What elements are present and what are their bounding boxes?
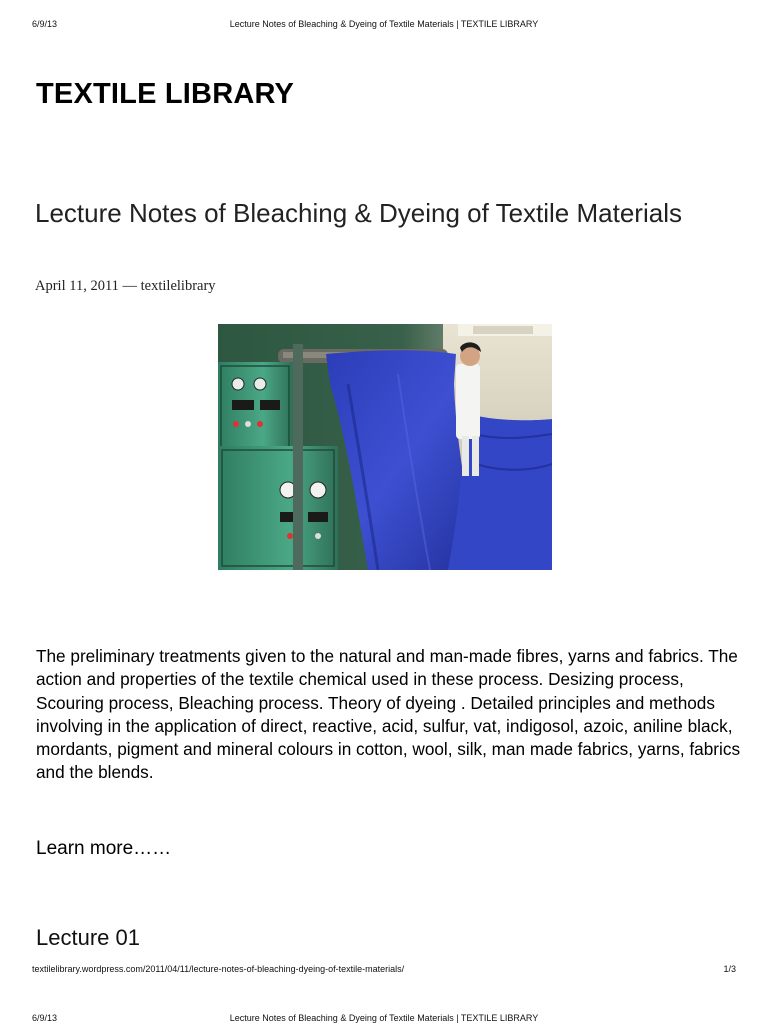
- dyeing-machine-photo: [218, 324, 552, 570]
- post-author-link[interactable]: textilelibrary: [140, 278, 216, 294]
- post-image: [218, 324, 552, 570]
- print-url: textilelibrary.wordpress.com/2011/04/11/lecture-notes-of-bleaching-dyeing-of-textile-materials/: [32, 964, 405, 974]
- post-title: Lecture Notes of Bleaching & Dyeing of Textile Materials: [35, 198, 682, 228]
- print-page-title: Lecture Notes of Bleaching & Dyeing of Textile Materials | TEXTILE LIBRARY: [229, 19, 539, 29]
- post-meta: [35, 278, 216, 295]
- post-excerpt: The preliminary treatments given to the natural and man-made fibres, yarns and fabrics. The action and properties of the textile chemical used in these process. Desizing process, Scouring process, Bleaching process. Theory of dyeing . Detailed principles and methods involving in the application of direct, reactive, acid, sulfur, vat, indigosol, azoic, aniline black, mordants, pigment and mineral colours in cotton, wool, silk, man made fabrics, yarns, fabrics and the blends.: [36, 646, 741, 783]
- lecture-heading: Lecture 01: [36, 925, 140, 950]
- learn-more-link[interactable]: Learn more……: [36, 838, 172, 859]
- print-date-next: 6/9/13: [32, 1013, 58, 1023]
- print-page-title-next: Lecture Notes of Bleaching & Dyeing of Textile Materials | TEXTILE LIBRARY: [229, 1013, 539, 1023]
- print-date: 6/9/13: [32, 19, 58, 29]
- site-title[interactable]: TEXTILE LIBRARY: [36, 78, 295, 110]
- meta-separator: —: [122, 278, 138, 294]
- post-date[interactable]: April 11, 2011: [35, 278, 119, 294]
- print-page-number: 1/3: [723, 964, 736, 974]
